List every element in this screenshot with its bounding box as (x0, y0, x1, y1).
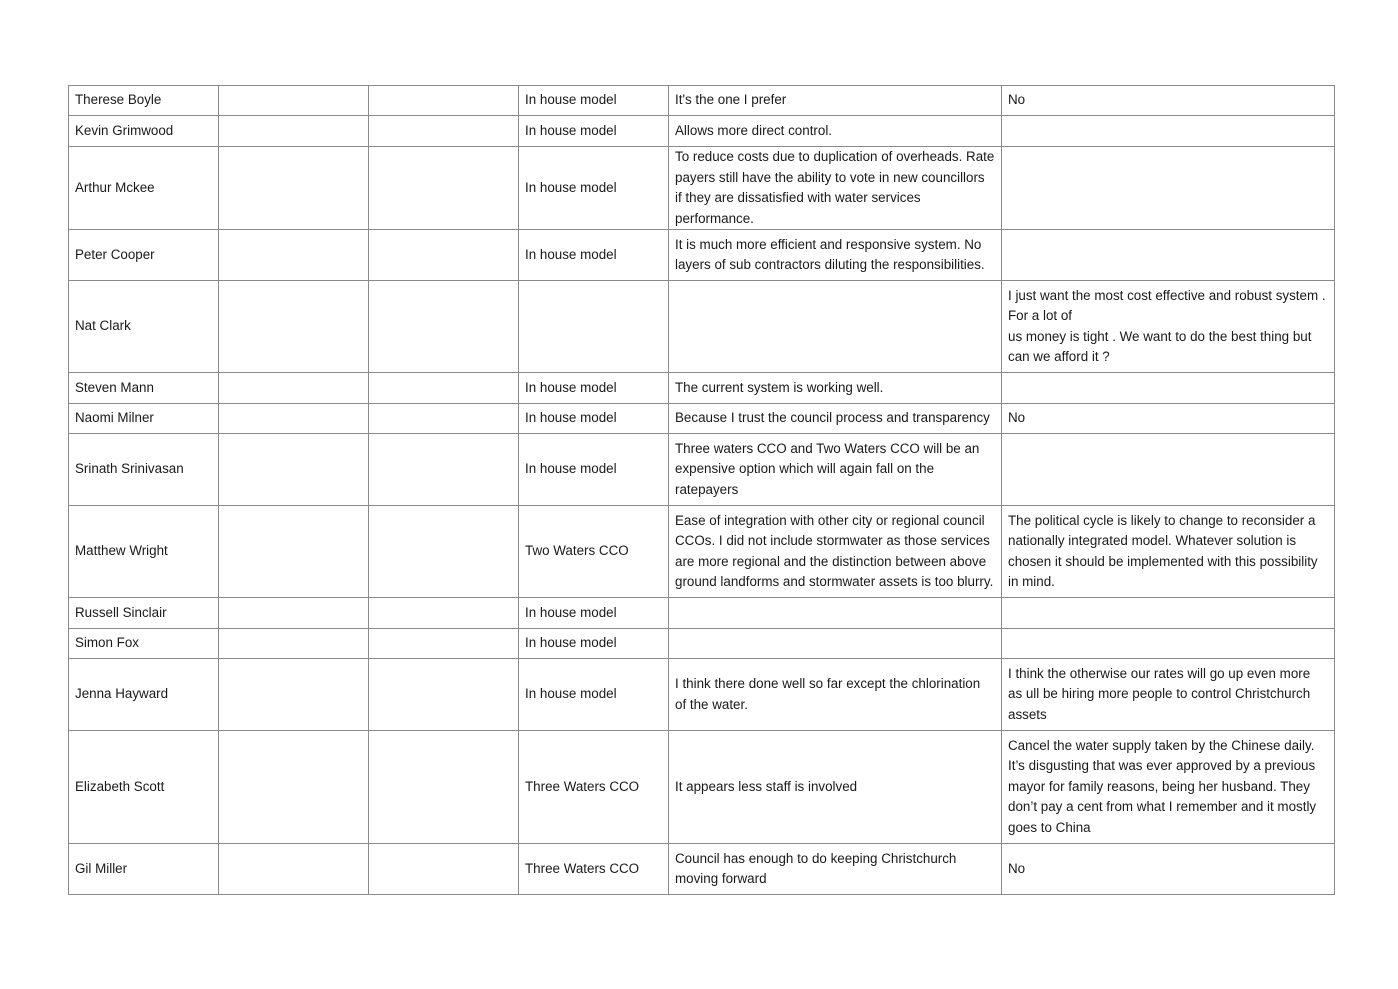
additional-comment (1002, 230, 1335, 281)
reason-text (669, 629, 1002, 659)
preferred-model: In house model (519, 116, 669, 147)
additional-comment (1002, 598, 1335, 629)
additional-comment: Cancel the water supply taken by the Chinese daily. It’s disgusting that was ever approved by a previous mayor for family reasons, being her husband. They don’t pay a cent from what I remember and it mostly goes to China (1002, 731, 1335, 844)
additional-comment: No (1002, 86, 1335, 116)
empty-cell (369, 373, 519, 404)
table-row (69, 281, 1335, 373)
empty-cell (219, 629, 369, 659)
preferred-model (519, 281, 669, 373)
reason-text: To reduce costs due to duplication of overheads. Rate payers still have the ability to vote in new councillors if they are dissatisfied with water services performance. (669, 147, 1002, 230)
empty-cell (219, 506, 369, 598)
additional-comment (1002, 434, 1335, 506)
respondent-name: Matthew Wright (69, 506, 219, 598)
table-row (69, 116, 1335, 147)
table-row (69, 598, 1335, 629)
preferred-model: Three Waters CCO (519, 731, 669, 844)
preferred-model: In house model (519, 404, 669, 434)
preferred-model: In house model (519, 598, 669, 629)
respondent-name: Kevin Grimwood (69, 116, 219, 147)
table-row (69, 147, 1335, 230)
empty-cell (369, 147, 519, 230)
additional-comment (1002, 116, 1335, 147)
preferred-model: In house model (519, 86, 669, 116)
table-row (69, 731, 1335, 844)
empty-cell (369, 86, 519, 116)
table-row (69, 230, 1335, 281)
respondent-name: Steven Mann (69, 373, 219, 404)
empty-cell (219, 434, 369, 506)
empty-cell (219, 86, 369, 116)
preferred-model: Two Waters CCO (519, 506, 669, 598)
table-row (69, 373, 1335, 404)
reason-text: I think there done well so far except the chlorination of the water. (669, 659, 1002, 731)
preferred-model: In house model (519, 659, 669, 731)
empty-cell (219, 404, 369, 434)
reason-text: Ease of integration with other city or regional council CCOs. I did not include stormwater as those services are more regional and the distinction between above ground landforms and stormwater assets is too blurry. (669, 506, 1002, 598)
reason-text: Council has enough to do keeping Christchurch moving forward (669, 844, 1002, 895)
reason-text (669, 281, 1002, 373)
additional-comment: I think the otherwise our rates will go up even more as ull be hiring more people to control Christchurch assets (1002, 659, 1335, 731)
empty-cell (369, 598, 519, 629)
empty-cell (369, 844, 519, 895)
reason-text: Allows more direct control. (669, 116, 1002, 147)
additional-comment: No (1002, 404, 1335, 434)
empty-cell (369, 281, 519, 373)
empty-cell (369, 629, 519, 659)
empty-cell (219, 230, 369, 281)
respondent-name: Peter Cooper (69, 230, 219, 281)
additional-comment: The political cycle is likely to change to reconsider a nationally integrated model. Whatever solution is chosen it should be implemented with this possibility in mind. (1002, 506, 1335, 598)
empty-cell (369, 116, 519, 147)
respondent-name: Nat Clark (69, 281, 219, 373)
empty-cell (219, 598, 369, 629)
reason-text: Because I trust the council process and transparency (669, 404, 1002, 434)
preferred-model: In house model (519, 629, 669, 659)
additional-comment: I just want the most cost effective and robust system . For a lot of us money is tight . We want to do the best thing but can we afford it ? (1002, 281, 1335, 373)
additional-comment (1002, 629, 1335, 659)
table-row (69, 506, 1335, 598)
additional-comment (1002, 147, 1335, 230)
reason-text: It appears less staff is involved (669, 731, 1002, 844)
table-row (69, 404, 1335, 434)
empty-cell (219, 281, 369, 373)
empty-cell (369, 506, 519, 598)
empty-cell (219, 147, 369, 230)
empty-cell (369, 230, 519, 281)
empty-cell (219, 659, 369, 731)
respondent-name: Therese Boyle (69, 86, 219, 116)
empty-cell (219, 844, 369, 895)
additional-comment (1002, 373, 1335, 404)
respondent-name: Arthur Mckee (69, 147, 219, 230)
preferred-model: Three Waters CCO (519, 844, 669, 895)
reason-text: Three waters CCO and Two Waters CCO will be an expensive option which will again fall on the ratepayers (669, 434, 1002, 506)
additional-comment: No (1002, 844, 1335, 895)
reason-text (669, 598, 1002, 629)
empty-cell (369, 659, 519, 731)
respondent-name: Srinath Srinivasan (69, 434, 219, 506)
respondent-name: Gil Miller (69, 844, 219, 895)
respondent-name: Elizabeth Scott (69, 731, 219, 844)
table-row (69, 659, 1335, 731)
reason-text: It is much more efficient and responsive system. No layers of sub contractors diluting the responsibilities. (669, 230, 1002, 281)
respondent-name: Simon Fox (69, 629, 219, 659)
respondent-name: Russell Sinclair (69, 598, 219, 629)
empty-cell (219, 116, 369, 147)
table-row (69, 86, 1335, 116)
preferred-model: In house model (519, 147, 669, 230)
empty-cell (369, 731, 519, 844)
table-row (69, 844, 1335, 895)
empty-cell (369, 434, 519, 506)
respondent-name: Naomi Milner (69, 404, 219, 434)
respondent-name: Jenna Hayward (69, 659, 219, 731)
empty-cell (219, 731, 369, 844)
submissions-table (68, 85, 1335, 895)
empty-cell (369, 404, 519, 434)
preferred-model: In house model (519, 434, 669, 506)
reason-text: It's the one I prefer (669, 86, 1002, 116)
table-row (69, 434, 1335, 506)
submissions-table-body (69, 86, 1335, 895)
preferred-model: In house model (519, 230, 669, 281)
preferred-model: In house model (519, 373, 669, 404)
empty-cell (219, 373, 369, 404)
table-row (69, 629, 1335, 659)
reason-text: The current system is working well. (669, 373, 1002, 404)
